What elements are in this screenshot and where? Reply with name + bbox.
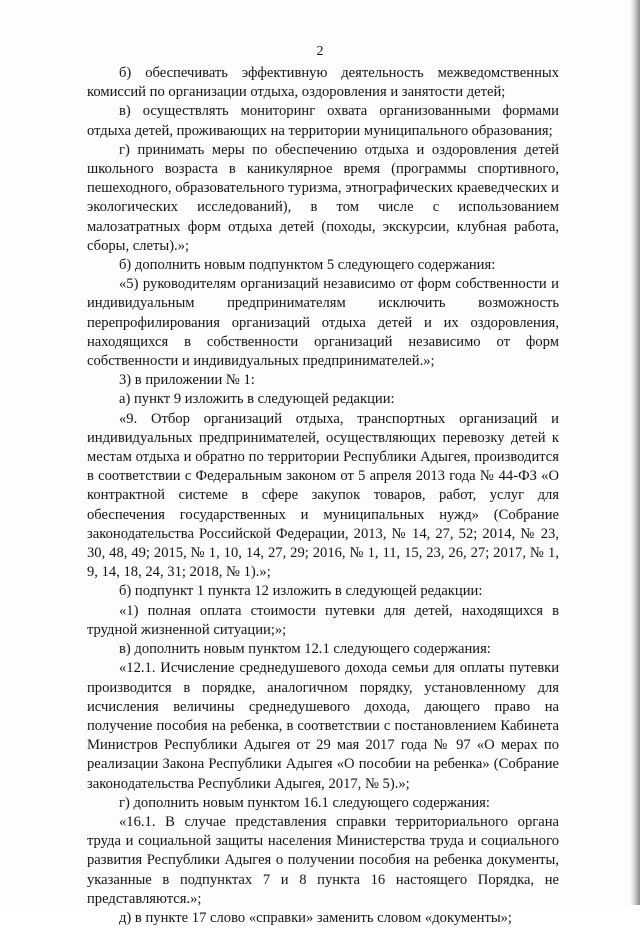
paragraph-6: 3) в приложении № 1: xyxy=(119,372,255,389)
paragraph-14: «16.1. В случае представления справки территориального органа труда и социальной защиты населения Министерства труда и социального развития Республики Адыгея о получении пособия на ребенка документы, указанные в подпунктах 7 и 8 пункта 16 настоящего Порядка, не представляются.»; xyxy=(87,813,559,907)
paragraph-13: г) дополнить новым пунктом 16.1 следующего содержания: xyxy=(119,794,490,811)
paragraph-11: в) дополнить новым пунктом 12.1 следующего содержания: xyxy=(119,641,491,658)
document-body xyxy=(87,64,559,928)
paragraph-1: б) обеспечивать эффективную деятельность межведомственных комиссий по организации отдыха, оздоровления и занятости детей; xyxy=(87,65,559,101)
paragraph-2: в) осуществлять мониторинг охвата организованными формами отдыха детей, проживающих на территории муниципального образования; xyxy=(87,103,559,139)
paragraph-15: д) в пункте 17 слово «справки» заменить словом «документы»; xyxy=(119,909,512,926)
scan-edge-shadow xyxy=(630,0,640,905)
paragraph-9: б) подпункт 1 пункта 12 изложить в следующей редакции: xyxy=(119,583,483,600)
paragraph-10: «1) полная оплата стоимости путевки для детей, находящихся в трудной жизненной ситуации;»; xyxy=(87,602,559,638)
paragraph-7: а) пункт 9 изложить в следующей редакции: xyxy=(119,391,395,408)
paragraph-12: «12.1. Исчисление среднедушевого дохода семьи для оплаты путевки производится в порядке, аналогичном порядку, установленному для исчисления величины среднедушевого дохода, дающего право на получение пособия на ребенка, в соответствии с постановлением Кабинета Министров Республики Адыгея от 29 мая 2017 года № 97 «О мерах по реализации Закона Республики Адыгея «О пособии на ребенка» (Собрание законодательства Республики Адыгея, 2017, № 5).»; xyxy=(87,660,559,792)
paragraph-8: «9. Отбор организаций отдыха, транспортных организаций и индивидуальных предпринимателей, осуществляющих перевозку детей к местам отдыха и обратно по территории Республики Адыгея, производится в соответствии с Федеральным законом от 5 апреля 2013 года № 44-ФЗ «О контрактной системе в сфере закупок товаров, работ, услуг для обеспечения государственных и муниципальных нужд» (Собрание законодательства Российской Федерации, 2013, № 14, 27, 52; 2014, № 23, 30, 48, 49; 2015, № 1, 10, 14, 27, 29; 2016, № 1, 11, 15, 23, 26, 27; 2017, № 1, 9, 14, 18, 24, 31; 2018, № 1).»; xyxy=(87,410,559,581)
paragraph-3: г) принимать меры по обеспечению отдыха и оздоровления детей школьного возраста в каникулярное время (программы спортивного, пешеходного, образовательного туризма, этнографических краеведческих и экологических исследований), в том числе с использованием малозатратных форм отдыха детей (походы, экскурсии, клубная работа, сборы, слеты).»; xyxy=(87,141,559,254)
paragraph-5: «5) руководителям организаций независимо от форм собственности и индивидуальным предпринимателям исключить возможность перепрофилирования организаций отдыха детей и их оздоровления, находящихся в собственности организаций независимо от форм собственности и индивидуальных предпринимателей.»; xyxy=(87,276,559,370)
page-number: 2 xyxy=(316,44,324,59)
paragraph-4: б) дополнить новым подпунктом 5 следующего содержания: xyxy=(119,257,496,274)
